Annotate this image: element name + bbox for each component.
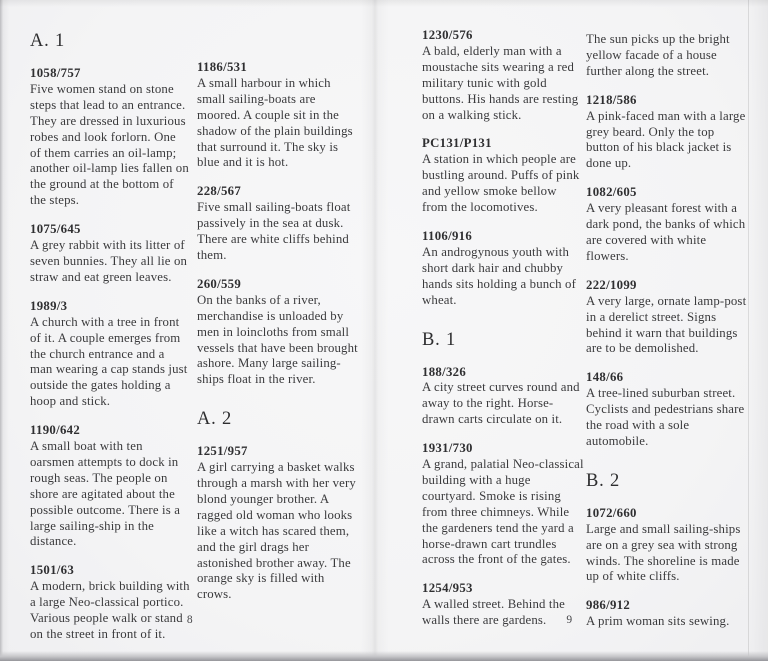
page-left [7, 0, 373, 652]
catalogue-entry [30, 66, 190, 209]
catalogue-entry [586, 278, 748, 358]
entry-description: A small boat with ten oarsmen attempts to dock in rough seas. The people on shore are agitated about the possible outcome. There is a large sailing-ship in the distance. [30, 439, 181, 549]
entry-id: 1082/605 [586, 185, 637, 200]
entry-description: A tree-lined suburban street. Cyclists and pedestrians share the road with a sole automobile. [586, 386, 745, 448]
entry-id: 1254/953 [422, 581, 473, 596]
entry-id: 188/326 [422, 364, 467, 379]
catalogue-entry [422, 28, 584, 123]
catalogue-entry [422, 136, 584, 216]
section-heading: B. 1 [422, 329, 457, 350]
entry-id: 1072/660 [586, 505, 637, 520]
entry-description: Five women stand on stone steps that lead to an entrance. They are dressed in luxurious robes and look forlorn. One of them carries an oil-lamp; another oil-lamp lies fallen on the ground at the bottom of the steps. [30, 81, 189, 208]
section-heading: A. 1 [30, 31, 66, 51]
entry-id: 1230/576 [422, 28, 473, 42]
entry-description: On the banks of a river, merchandise is unloaded by men in loincloths from small vessels that have been brought ashore. Many large sailing-ships float in the river. [197, 292, 358, 387]
catalogue-entry [586, 93, 748, 173]
catalogue-entry [586, 506, 748, 586]
catalogue-entry [586, 370, 748, 450]
entry-description: Five small sailing-boats float passively in the sea at dusk. There are white cliffs behind them. [197, 200, 351, 262]
entry-id: 986/912 [586, 598, 631, 613]
page-right [389, 0, 750, 652]
entry-description: A station in which people are bustling around. Puffs of pink and yellow smoke bellow from the locomotives. [422, 152, 580, 215]
page-number: 8 [186, 614, 194, 626]
catalogue-entry [197, 444, 360, 603]
entry-id: 1190/642 [30, 423, 81, 438]
catalogue-entry [197, 277, 360, 388]
catalogue-entry [422, 441, 584, 568]
entry-description: A city street curves round and away to the right. Horse-drawn carts circulate on it. [422, 380, 580, 427]
section-heading: A. 2 [197, 409, 233, 430]
text-column [30, 30, 190, 643]
entry-id: 1251/957 [197, 444, 248, 459]
entry-description: A church with a tree in front of it. A couple emerges from the church entrance and a man wearing a cap stands just outside the gates holding a hoop and stick. [30, 314, 188, 409]
entry-description: A walled street. Behind the walls there are gardens. [422, 597, 566, 628]
entry-description: A bald, elderly man with a moustache sits wearing a red military tunic with gold buttons. His hands are resting on a walking stick. [422, 43, 579, 122]
entry-description: A very large, ornate lamp-post in a derelict street. Signs behind it warn that buildings are to be demolished. [586, 293, 747, 356]
catalogue-entry [197, 60, 360, 171]
text-column [586, 32, 748, 630]
catalogue-entry [422, 229, 584, 309]
entry-id: 260/559 [197, 276, 242, 291]
entry-id: 1075/645 [30, 222, 81, 237]
entry-description: A modern, brick building with a large Neo-classical portico. Various people walk or stand on the street in front of it. [30, 579, 190, 641]
page-number: 9 [566, 614, 573, 626]
entry-description: The sun picks up the bright yellow facade of a house further along the street. [586, 32, 730, 78]
entry-id: 1931/730 [422, 441, 473, 456]
catalogue-entry [30, 423, 190, 550]
text-column [422, 28, 584, 629]
catalogue-entry [30, 299, 190, 410]
entry-id: 1501/63 [30, 563, 75, 578]
catalogue-entry [422, 365, 584, 429]
catalogue-entry [197, 184, 360, 264]
entry-id: 148/66 [586, 370, 624, 385]
entry-description: A pink-faced man with a large grey beard. Only the top button of his black jacket is done up. [586, 108, 746, 171]
entry-id: 1218/586 [586, 92, 637, 107]
entry-description: A small harbour in which small sailing-boats are moored. A couple sit in the shadow of the plain buildings that surround it. The sky is blue and it is hot. [197, 75, 353, 170]
text-column [197, 60, 360, 603]
entry-id: 1989/3 [30, 298, 68, 313]
entry-description: A very pleasant forest with a dark pond, the banks of which are covered with white flowers. [586, 201, 746, 263]
catalogue-entry [586, 185, 748, 265]
page-edge-bottom [0, 651, 768, 661]
entry-id: 1058/757 [30, 66, 81, 80]
page-edge-right [748, 0, 768, 661]
entry-description: An androgynous youth with short dark hair and chubby hands sits holding a bunch of wheat. [422, 244, 576, 307]
entry-description: A grand, palatial Neo-classical building with a huge courtyard. Smoke is rising from three chimneys. While the gardeners tend the yard a horse-drawn cart trundles across the front of the gates. [422, 457, 584, 567]
entry-id: 228/567 [197, 184, 242, 199]
catalogue-entry [586, 32, 748, 80]
entry-id: 1186/531 [197, 60, 248, 74]
entry-description: Large and small sailing-ships are on a grey sea with strong winds. The shoreline is made up of white cliffs. [586, 521, 741, 584]
catalogue-entry [30, 563, 190, 643]
catalogue-entry [30, 222, 190, 286]
entry-id: 1106/916 [422, 228, 473, 243]
section-heading: B. 2 [586, 470, 621, 491]
entry-description: A grey rabbit with its litter of seven bunnies. They all lie on straw and eat green leaves. [30, 238, 188, 284]
entry-id: PC131/P131 [422, 136, 492, 151]
entry-description: A prim woman sits sewing. [586, 614, 730, 629]
entry-id: 222/1099 [586, 277, 637, 292]
entry-description: A girl carrying a basket walks through a marsh with her very blond younger brother. A ragged old woman who looks like a witch has scared them, and the girl drags her astonished brother away. The orange sky is filled with crows. [197, 460, 356, 602]
